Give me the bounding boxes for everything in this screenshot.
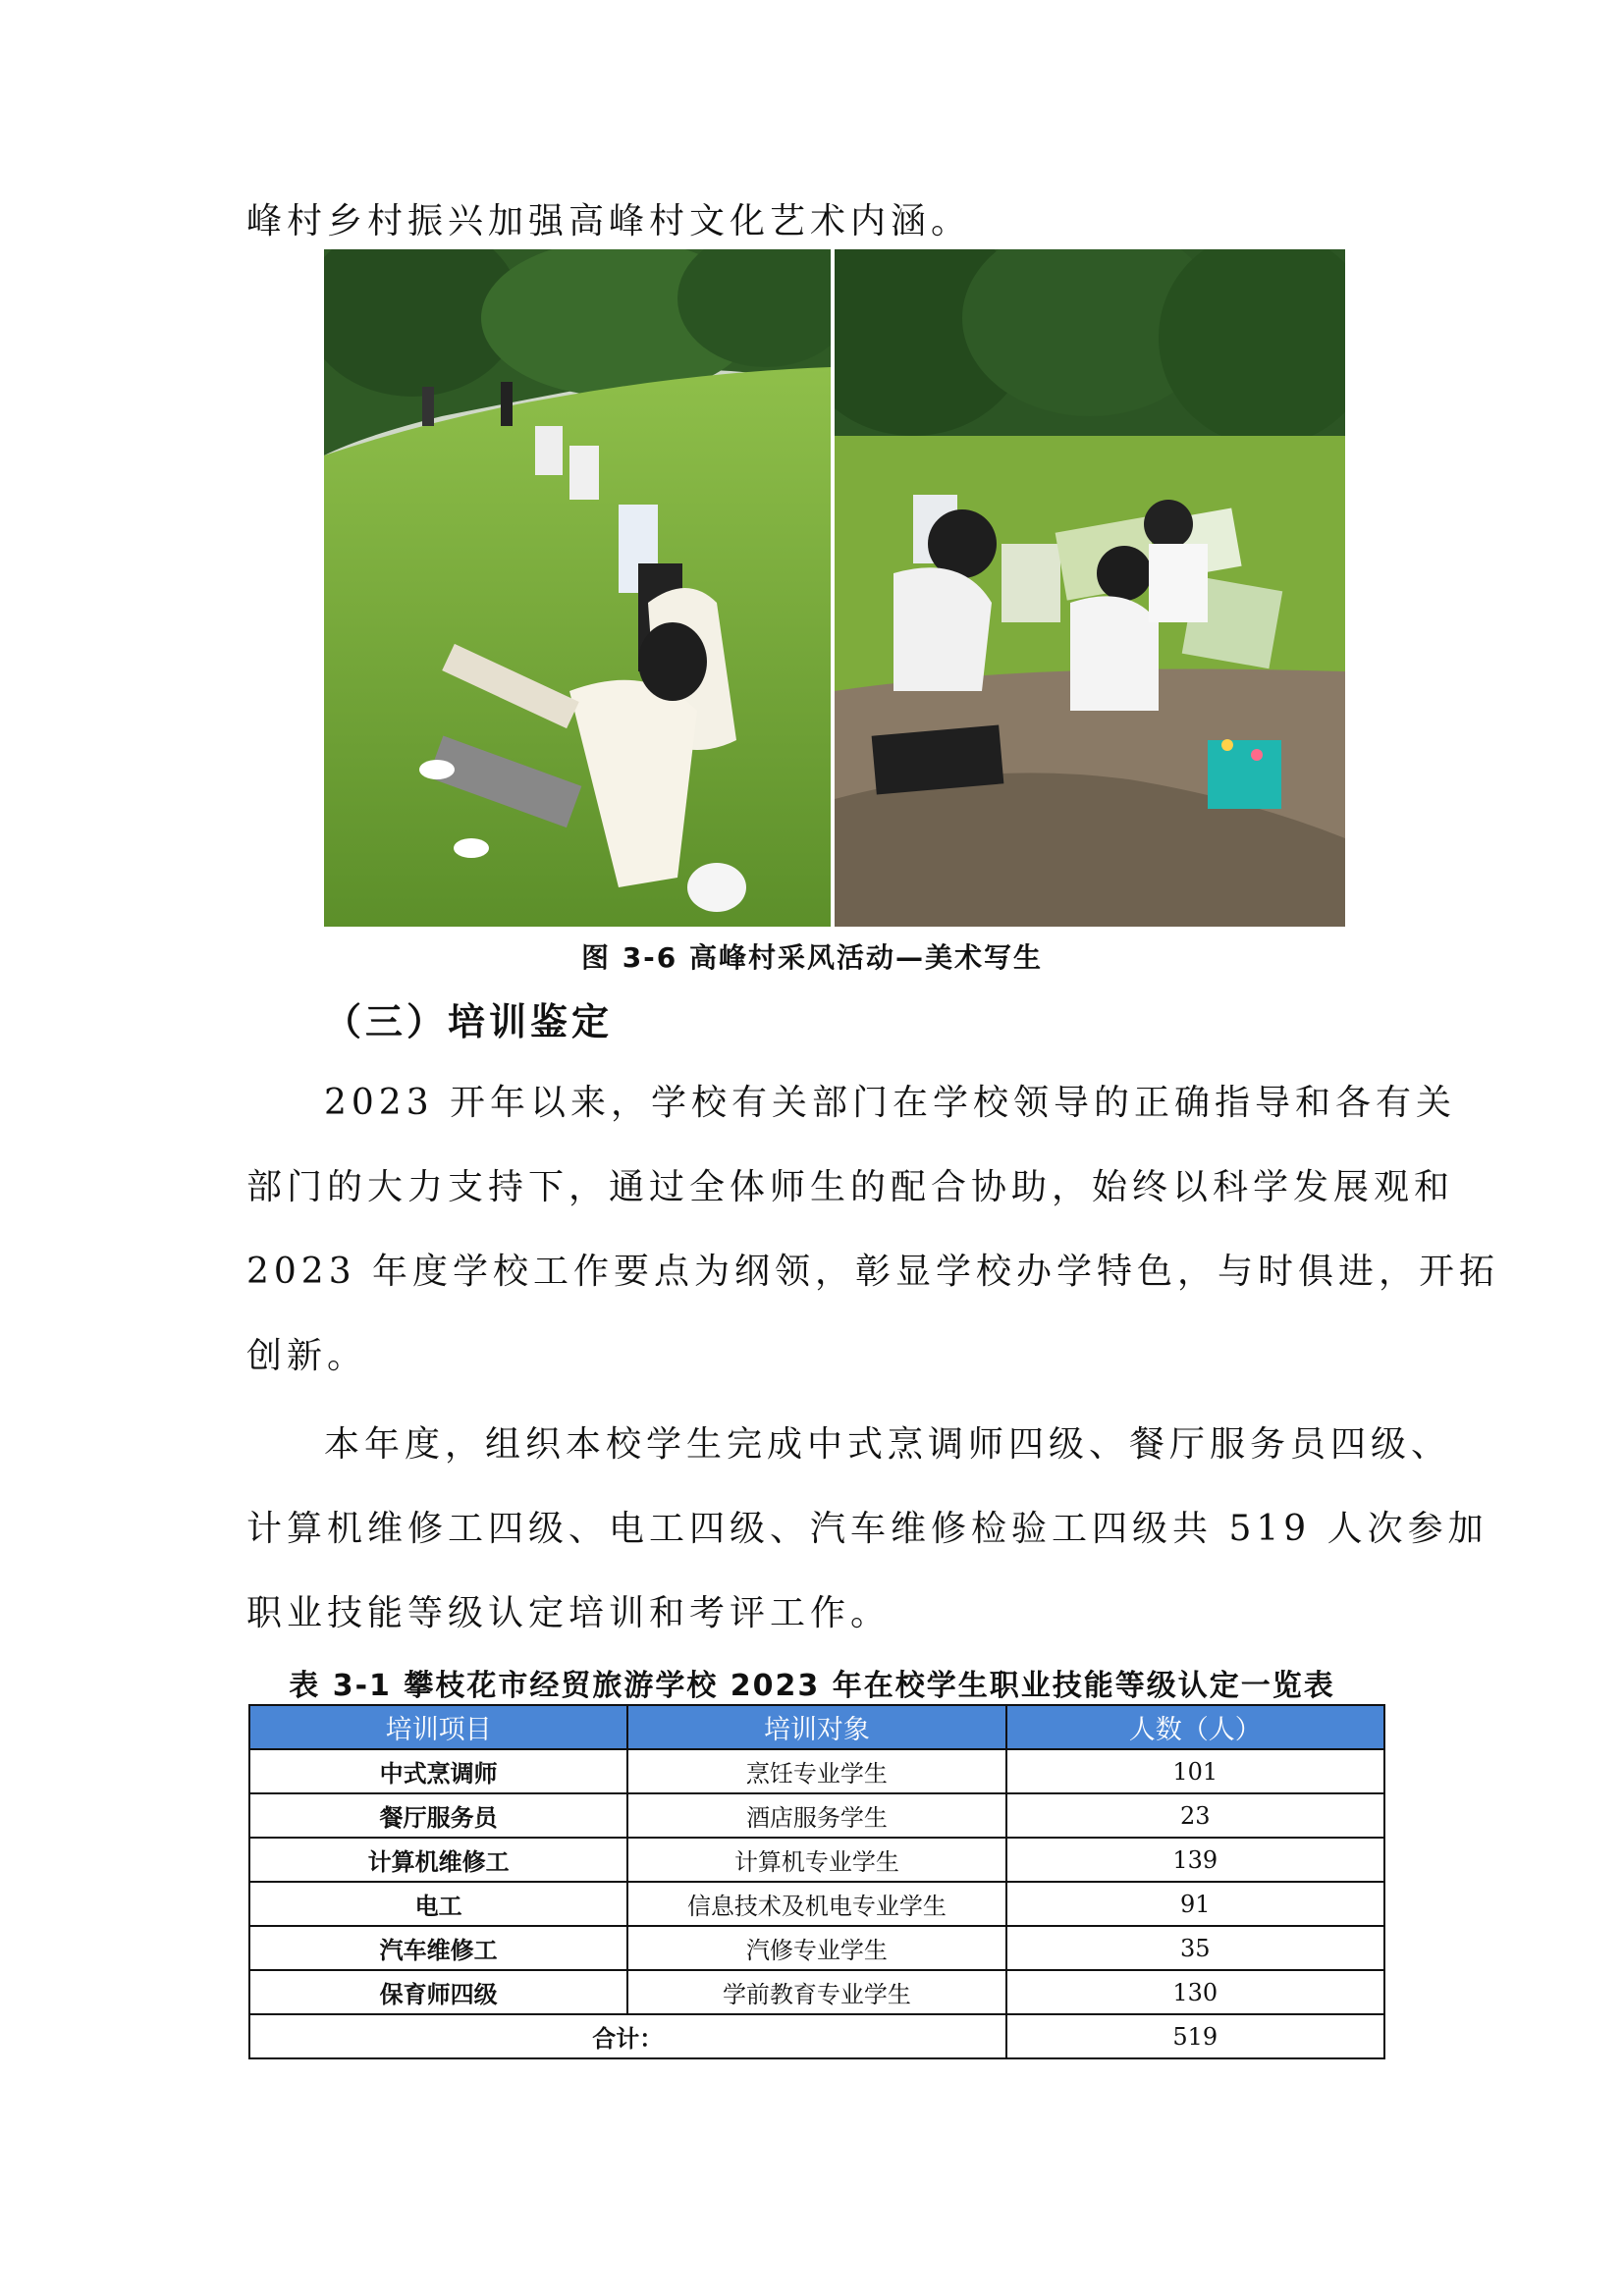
table-row xyxy=(249,1926,1384,1970)
cell-target: 信息技术及机电专业学生 xyxy=(627,1882,1005,1926)
table-row xyxy=(249,1970,1384,2014)
table-row xyxy=(249,1882,1384,1926)
column-header-target: 培训对象 xyxy=(627,1705,1005,1749)
paragraph-1-line-3: 2023 年度学校工作要点为纲领，彰显学校办学特色，与时俱进，开拓 xyxy=(246,1252,1500,1292)
cell-target: 学前教育专业学生 xyxy=(627,1970,1005,2014)
cell-count: 23 xyxy=(1006,1793,1384,1838)
table-row xyxy=(249,1749,1384,1793)
cell-target: 烹饪专业学生 xyxy=(627,1749,1005,1793)
intro-line: 峰村乡村振兴加强高峰村文化艺术内涵。 xyxy=(246,201,972,241)
photo-hillside-image xyxy=(324,249,831,927)
cell-count: 139 xyxy=(1006,1838,1384,1882)
table-row xyxy=(249,1838,1384,1882)
cell-project: 中式烹调师 xyxy=(249,1749,627,1793)
paragraph-2-line-3: 职业技能等级认定培训和考评工作。 xyxy=(246,1593,892,1633)
paragraph-1-line-2: 部门的大力支持下，通过全体师生的配合协助，始终以科学发展观和 xyxy=(246,1167,1455,1207)
certification-table xyxy=(248,1704,1385,2059)
paragraph-2-line-2: 计算机维修工四级、电工四级、汽车维修检验工四级共 519 人次参加 xyxy=(246,1509,1489,1549)
cell-count: 35 xyxy=(1006,1926,1384,1970)
photo-painting-easels xyxy=(835,249,1345,927)
cell-project: 电工 xyxy=(249,1882,627,1926)
cell-project: 保育师四级 xyxy=(249,1970,627,2014)
total-label: 合计： xyxy=(249,2014,1006,2058)
table-header-row xyxy=(249,1705,1384,1749)
total-value: 519 xyxy=(1006,2014,1384,2058)
photo-easels-image xyxy=(835,249,1345,927)
photo-sketching-hillside xyxy=(324,249,831,927)
cell-project: 餐厅服务员 xyxy=(249,1793,627,1838)
column-header-count: 人数（人） xyxy=(1006,1705,1384,1749)
column-header-project: 培训项目 xyxy=(249,1705,627,1749)
figure-caption: 图 3-6 高峰村采风活动—美术写生 xyxy=(580,941,1044,974)
table-title: 表 3-1 攀枝花市经贸旅游学校 2023 年在校学生职业技能等级认定一览表 xyxy=(289,1669,1335,1703)
cell-count: 130 xyxy=(1006,1970,1384,2014)
cell-target: 汽修专业学生 xyxy=(627,1926,1005,1970)
cell-project: 汽车维修工 xyxy=(249,1926,627,1970)
table-row xyxy=(249,1793,1384,1838)
cell-target: 计算机专业学生 xyxy=(627,1838,1005,1882)
cell-count: 91 xyxy=(1006,1882,1384,1926)
section-heading: （三）培训鉴定 xyxy=(324,1000,614,1043)
cell-project: 计算机维修工 xyxy=(249,1838,627,1882)
paragraph-1-line-1: 2023 开年以来，学校有关部门在学校领导的正确指导和各有关 xyxy=(324,1083,1457,1123)
paragraph-1-line-4: 创新。 xyxy=(246,1336,368,1376)
table-total-row xyxy=(249,2014,1384,2058)
cell-target: 酒店服务学生 xyxy=(627,1793,1005,1838)
paragraph-2-line-1: 本年度，组织本校学生完成中式烹调师四级、餐厅服务员四级、 xyxy=(324,1424,1452,1465)
cell-count: 101 xyxy=(1006,1749,1384,1793)
